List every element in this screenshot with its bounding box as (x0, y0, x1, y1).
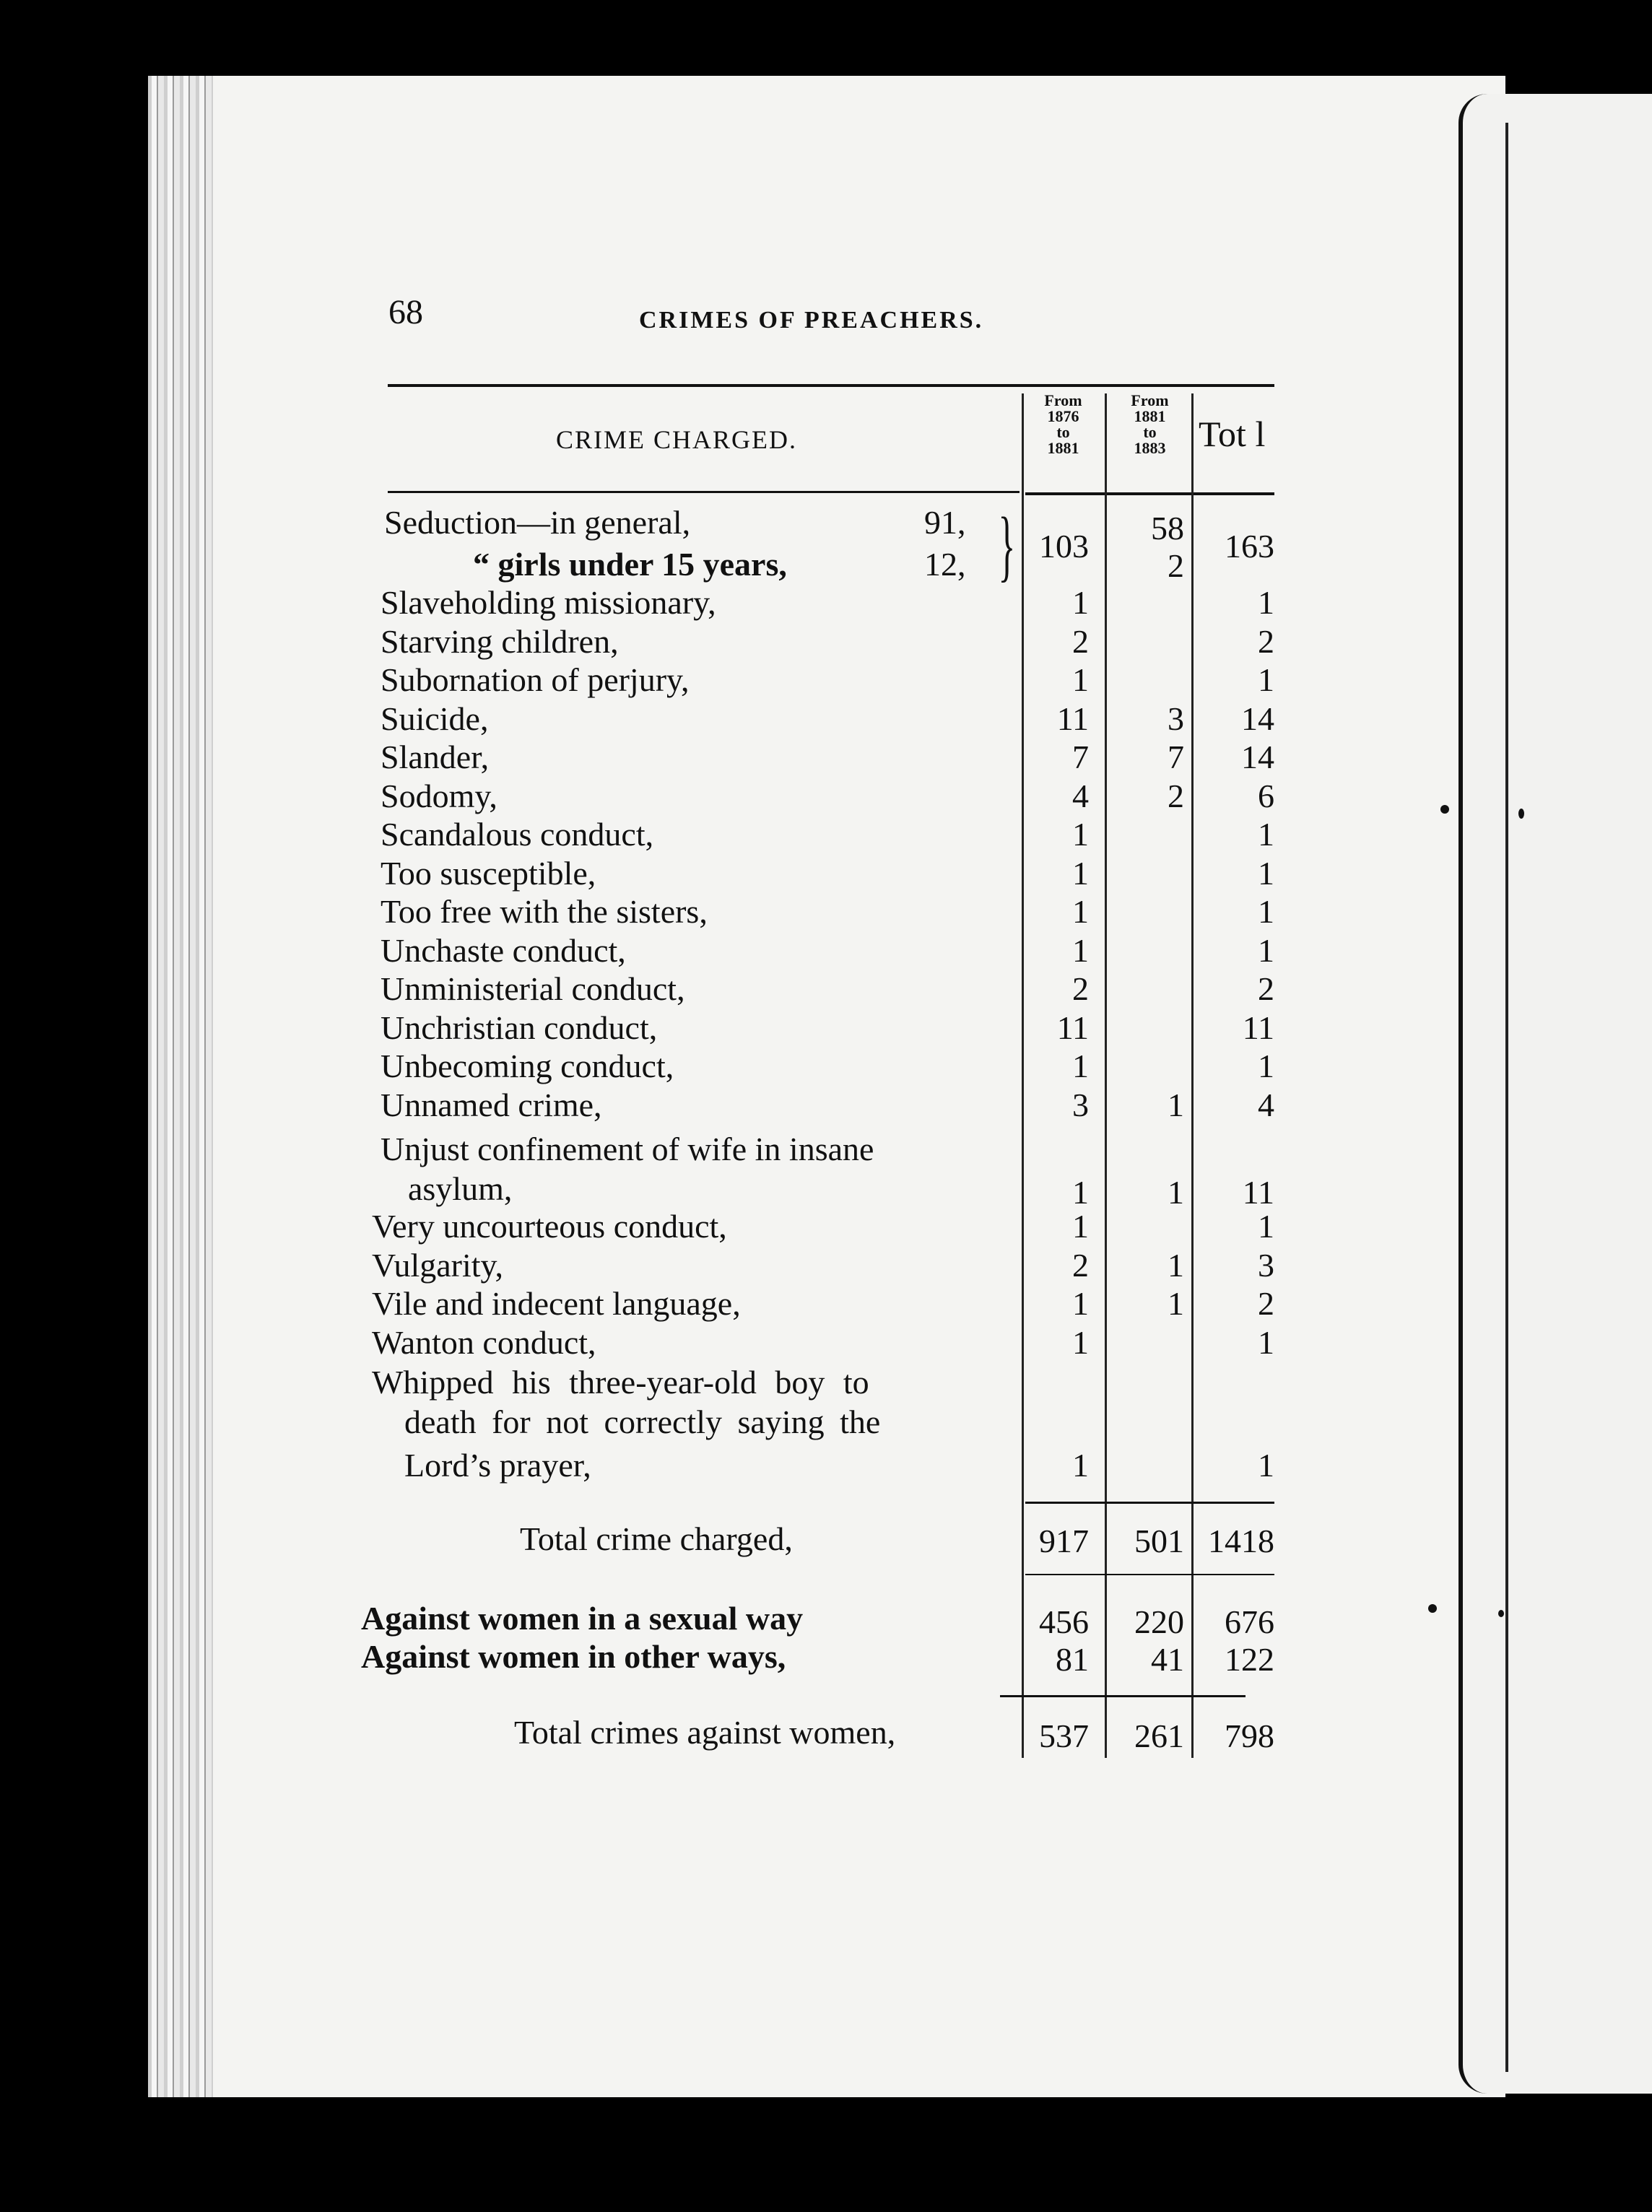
crime-count-1881-1883: 7 (1168, 739, 1184, 775)
women-other-label: Against women in other ways, (361, 1638, 786, 1675)
asylum-col1: 1 (1072, 1174, 1089, 1211)
seduction-count-girls: 12, (924, 546, 966, 583)
facing-page-edge (1505, 123, 1508, 2072)
header-crime-charged: CRIME CHARGED. (556, 425, 798, 454)
crime-count-total: 1 (1258, 854, 1274, 892)
crime-count-total: 3 (1258, 1246, 1274, 1284)
seduction-label-line1: Seduction—in general, (384, 504, 691, 541)
seduction-count-general: 91, (924, 504, 966, 541)
seduction-brace: } (998, 501, 1016, 589)
crime-count-1876-1881: 2 (1072, 1246, 1089, 1284)
crime-label: Too free with the sisters, (381, 893, 708, 930)
crime-count-1876-1881: 1 (1072, 584, 1089, 621)
crime-count-total: 1 (1258, 816, 1274, 853)
crime-label: Unnamed crime, (381, 1086, 602, 1123)
header-col1-line1: From (1044, 391, 1082, 409)
crime-count-total: 1 (1258, 661, 1274, 698)
crime-count-1881-1883: 2 (1168, 777, 1184, 814)
women-other-col2: 41 (1151, 1641, 1184, 1678)
crime-count-total: 11 (1242, 1009, 1274, 1046)
women-sexual-col1: 456 (1039, 1603, 1089, 1640)
total-col2: 501 (1134, 1523, 1184, 1559)
header-col1-line3: to (1056, 423, 1070, 441)
crime-count-1876-1881: 11 (1056, 700, 1089, 737)
crime-count-total: 1 (1258, 1323, 1274, 1361)
crime-count-total: 1 (1258, 1048, 1274, 1084)
seduction-col2-girls: 2 (1168, 547, 1184, 584)
seduction-col3: 163 (1225, 528, 1274, 565)
header-bottom-rule (1025, 492, 1274, 495)
crime-count-1876-1881: 1 (1072, 1285, 1089, 1322)
page-number: 68 (388, 293, 423, 331)
crime-count-1876-1881: 3 (1072, 1086, 1089, 1123)
women-total-col3: 798 (1225, 1717, 1274, 1754)
book-page (148, 76, 1505, 2097)
crime-label: Subornation of perjury, (381, 661, 690, 698)
seduction-label-line2: “ girls under 15 years, (473, 546, 787, 583)
whipped-label-line3: Lord’s prayer, (404, 1447, 591, 1484)
crime-count-total: 2 (1258, 1285, 1274, 1322)
crime-label: Slaveholding missionary, (381, 584, 716, 621)
whipped-label-line2: death for not correctly saying the (404, 1403, 881, 1440)
crime-count-1876-1881: 2 (1072, 970, 1089, 1007)
crime-count-1876-1881: 1 (1072, 816, 1089, 853)
seduction-col2-general: 58 (1151, 510, 1184, 547)
women-total-col2: 261 (1134, 1717, 1184, 1754)
total-col1: 917 (1039, 1523, 1089, 1559)
column-divider (1105, 393, 1107, 1758)
crime-count-1876-1881: 11 (1056, 1009, 1089, 1046)
asylum-label-line1: Unjust confinement of wife in insane (381, 1131, 874, 1167)
crime-count-1876-1881: 7 (1072, 739, 1089, 775)
crime-label: Slander, (381, 739, 490, 775)
header-bottom-rule (388, 491, 1020, 493)
crime-count-1876-1881: 1 (1072, 1208, 1089, 1245)
women-sexual-col2: 220 (1134, 1603, 1184, 1640)
crime-label: Suicide, (381, 700, 489, 737)
whipped-col3: 1 (1258, 1447, 1274, 1484)
women-total-label: Total crimes against women, (514, 1714, 896, 1751)
crime-count-total: 2 (1258, 970, 1274, 1007)
speck (1428, 1604, 1437, 1613)
crime-label: Starving children, (381, 622, 619, 660)
total-col3: 1418 (1208, 1523, 1274, 1559)
crime-label: Wanton conduct, (372, 1323, 596, 1361)
total-bottom-rule (1025, 1574, 1274, 1575)
women-sexual-col3: 676 (1225, 1603, 1274, 1640)
crime-label: Unchristian conduct, (381, 1009, 658, 1046)
crime-count-total: 1 (1258, 893, 1274, 930)
crime-count-1876-1881: 1 (1072, 893, 1089, 930)
crime-count-1881-1883: 1 (1168, 1086, 1184, 1123)
women-total-col1: 537 (1039, 1717, 1089, 1754)
crime-label: Very uncourteous conduct, (372, 1208, 727, 1245)
crime-count-1876-1881: 1 (1072, 854, 1089, 892)
header-col2-line3: to (1143, 423, 1157, 441)
crime-count-total: 2 (1258, 622, 1274, 660)
speck (1440, 805, 1449, 814)
crime-label: Too susceptible, (381, 854, 596, 892)
total-label: Total crime charged, (520, 1520, 793, 1557)
crime-count-1881-1883: 1 (1168, 1246, 1184, 1284)
asylum-col3: 11 (1242, 1174, 1274, 1211)
header-col1-line2: 1876 (1047, 407, 1079, 425)
crime-count-1876-1881: 1 (1072, 931, 1089, 969)
women-other-col3: 122 (1225, 1641, 1274, 1678)
women-sexual-label: Against women in a sexual way (361, 1600, 804, 1637)
crime-count-1876-1881: 1 (1072, 661, 1089, 698)
crime-count-1881-1883: 3 (1168, 700, 1184, 737)
crime-count-1876-1881: 1 (1072, 1323, 1089, 1361)
running-head: CRIMES OF PREACHERS. (639, 307, 984, 334)
crime-label: Unministerial conduct, (381, 970, 685, 1007)
seduction-col1: 103 (1039, 528, 1089, 565)
column-divider (1191, 393, 1194, 1758)
crime-count-total: 1 (1258, 584, 1274, 621)
total-rule (1025, 1502, 1274, 1504)
header-col1-line4: 1881 (1047, 439, 1079, 457)
crime-label: Vulgarity, (372, 1246, 504, 1284)
crime-label: Vile and indecent language, (372, 1285, 741, 1322)
asylum-col2: 1 (1168, 1174, 1184, 1211)
crime-label: Unchaste conduct, (381, 931, 626, 969)
table-top-rule (388, 384, 1274, 387)
crime-count-total: 14 (1241, 739, 1274, 775)
header-total: Tot l (1199, 414, 1266, 454)
women-other-col1: 81 (1056, 1641, 1089, 1678)
crime-count-1876-1881: 2 (1072, 622, 1089, 660)
crime-count-1876-1881: 1 (1072, 1048, 1089, 1084)
facing-page (1458, 94, 1652, 2094)
crime-count-1876-1881: 4 (1072, 777, 1089, 814)
asylum-label-line2: asylum, (408, 1170, 513, 1207)
speck (1498, 1610, 1504, 1617)
column-divider (1022, 393, 1024, 1758)
whipped-col1: 1 (1072, 1447, 1089, 1484)
crime-count-total: 1 (1258, 931, 1274, 969)
crime-count-total: 1 (1258, 1208, 1274, 1245)
crime-count-total: 14 (1241, 700, 1274, 737)
speck (1518, 809, 1524, 819)
women-total-rule (1000, 1695, 1245, 1697)
crime-label: Scandalous conduct, (381, 816, 654, 853)
whipped-label-line1: Whipped his three-year-old boy to (372, 1364, 869, 1401)
crime-count-total: 6 (1258, 777, 1274, 814)
header-col2-line1: From (1131, 391, 1169, 409)
crime-label: Unbecoming conduct, (381, 1048, 674, 1084)
crime-label: Sodomy, (381, 777, 497, 814)
crime-count-1881-1883: 1 (1168, 1285, 1184, 1322)
header-col2-line2: 1881 (1134, 407, 1166, 425)
header-col2-line4: 1883 (1134, 439, 1166, 457)
crime-count-total: 4 (1258, 1086, 1274, 1123)
page-edge (148, 76, 213, 2097)
